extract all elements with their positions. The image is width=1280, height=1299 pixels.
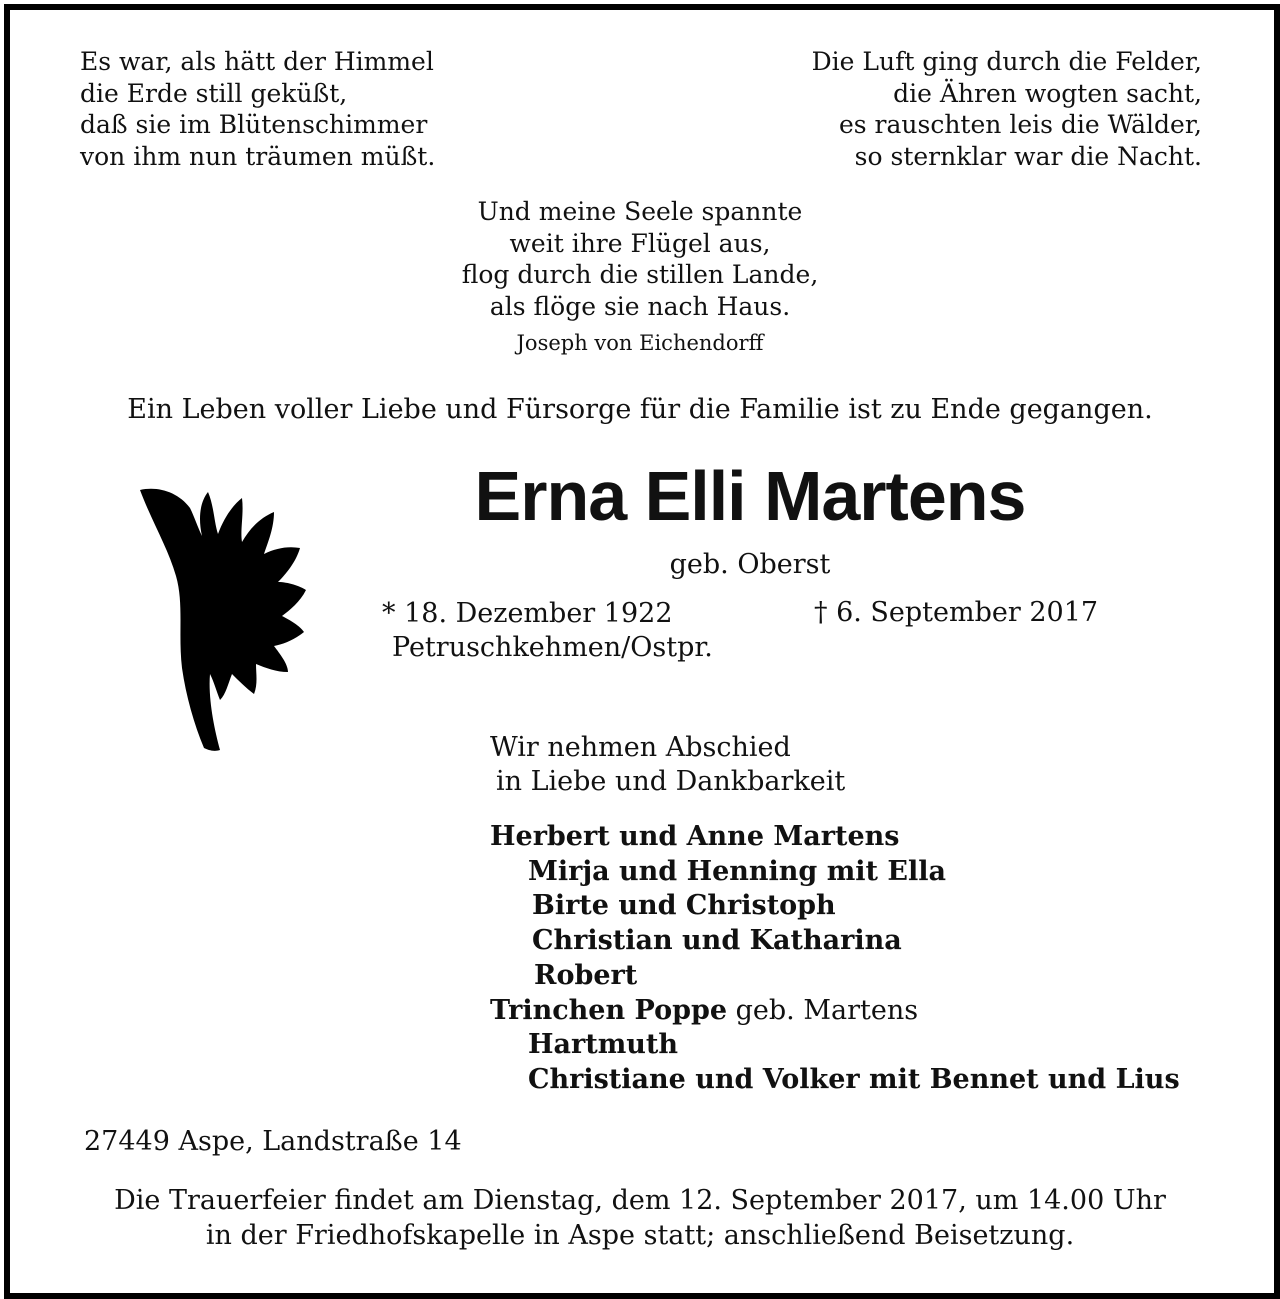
birth-info	[382, 597, 713, 665]
poem-line: es rauschten leis die Wälder,	[838, 110, 1202, 139]
poem-line: Die Luft ging durch die Felder,	[811, 47, 1202, 76]
poem-line: so sternklar war die Nacht.	[854, 141, 1202, 171]
family-member-name: Herbert und Anne Martens	[490, 821, 900, 852]
family-member	[490, 924, 1180, 959]
family-member	[490, 855, 1180, 890]
poem-line: von ihm nun träumen müßt.	[80, 141, 436, 171]
family-member-name: Robert	[534, 959, 638, 991]
farewell-text	[490, 731, 845, 799]
poem-line: die Ähren wogten sacht,	[893, 78, 1202, 108]
family-member-name: Mirja und Henning mit Ella	[528, 855, 946, 887]
family-member	[490, 959, 1180, 994]
farewell-line: Wir nehmen Abschied	[490, 732, 791, 763]
poem-line: Und meine Seele spannte	[477, 197, 803, 226]
poem-line: daß sie im Blütenschimmer	[80, 110, 428, 139]
death-date: † 6. September 2017	[814, 597, 1099, 628]
service-line: in der Friedhofskapelle in Aspe statt; anschließend Beisetzung.	[205, 1220, 1075, 1251]
poem-line: die Erde still geküßt,	[80, 78, 348, 108]
family-member	[490, 1063, 1180, 1098]
service-line: Die Trauerfeier findet am Dienstag, dem 12. September 2017, um 14.00 Uhr	[114, 1185, 1166, 1216]
poem-left-stanza	[80, 46, 435, 172]
birthplace: Petruschkehmen/Ostpr.	[392, 632, 713, 663]
poem-right-stanza	[812, 46, 1202, 172]
birth-date: * 18. Dezember 1922	[382, 598, 673, 629]
poem-line: weit ihre Flügel aus,	[509, 228, 771, 258]
family-member-name: Christian und Katharina	[532, 925, 902, 957]
poem-center-stanza	[0, 196, 1280, 322]
family-member	[490, 889, 1180, 924]
family-member-name: Christiane und Volker mit Bennet und Lius	[528, 1063, 1180, 1095]
farewell-line: in Liebe und Dankbarkeit	[496, 766, 846, 797]
family-member-name: Hartmuth	[528, 1029, 679, 1061]
deceased-name: Erna Elli Martens	[474, 457, 1026, 535]
address: 27449 Aspe, Landstraße 14	[84, 1126, 462, 1157]
intro-line: Ein Leben voller Liebe und Fürsorge für die Familie ist zu Ende gegangen.	[127, 394, 1153, 425]
elk-antler-icon	[128, 478, 318, 762]
family-member-name: Birte und Christoph	[532, 890, 836, 922]
poem-line: flog durch die stillen Lande,	[461, 260, 819, 289]
born-name: geb. Oberst	[669, 549, 831, 580]
family-member-name: Trinchen Poppe	[490, 994, 728, 1026]
family-list	[490, 820, 1180, 1098]
service-info	[0, 1183, 1280, 1253]
family-member	[490, 1028, 1180, 1063]
family-member	[490, 820, 1180, 855]
poem-line: Es war, als hätt der Himmel	[80, 47, 434, 76]
poem-author: Joseph von Eichendorff	[516, 331, 764, 355]
family-member-note: geb. Martens	[727, 994, 919, 1026]
poem-line: als flöge sie nach Haus.	[489, 291, 791, 321]
family-member	[490, 994, 1180, 1029]
